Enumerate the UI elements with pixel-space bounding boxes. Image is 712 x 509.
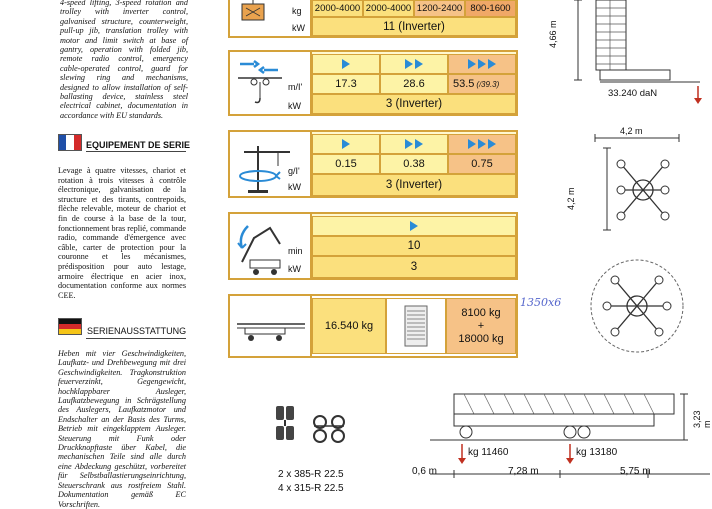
hoist-picture	[230, 0, 312, 36]
trolley-speed-3	[448, 74, 516, 94]
speed-arrow-icon	[488, 59, 496, 69]
hoist-kw-unit: kW	[292, 23, 305, 33]
slewing-speed-unit: g/I'	[288, 166, 300, 176]
slewing-speed-1-arrows	[312, 134, 380, 154]
hoist-speed-4: 800-1600	[465, 0, 516, 17]
slewing-kw-unit: kW	[288, 182, 301, 192]
crane-weight: 16.540 kg	[312, 298, 386, 354]
kg-left-label: kg 11460	[468, 447, 509, 458]
height-466-label: 4,66 m	[548, 20, 558, 48]
dim-575-label: 5,75 m	[620, 466, 651, 477]
erection-minutes: 10	[312, 236, 516, 256]
german-description: Heben mit vier Geschwindigkeiten, Laufkatz- und Drehbewegung mit drei Geschwindigkeiten. Tragkonstruktion feuerverzinkt, Gegengewicht, hochklappbarer Ausleger, Laufkatzbewegung in Schrägstellung des Auslegers, Laufkatzmotor und Endschalter an der Basis des Turms, Betrieb mit eingeklapptem Ausleger. Steuerung mit Funk oder Druckknopftaste über Kabel, die mechanischen Teile sind alle durch eine Abdeckung geschützt, vorbereitet für Selbstballastierungseinrichtung, Steuerschrank aus rostfreiem Stahl. Dokumentation gemäß EC Vorschriften.	[58, 349, 186, 509]
height-42-label: 4,2 m	[566, 187, 576, 210]
wheel-axles-drawing	[268, 404, 358, 454]
speed-arrow-icon	[342, 59, 350, 69]
slewing-speed-3-arrows	[448, 134, 516, 154]
handwritten-note: 1350x6	[520, 296, 562, 309]
english-description: 4-speed lifting, 3-speed rotation and trolley with inverter control, galvanised structure, counterweight, pull-up jib, translation trolley with motor and limit switch at base of gantry, operation with folded jib, remote radio control, emergency cable-operated control, guard for slewing ring and mechanisms, designed to allow installation of self-ballasting device, stainless steel electrical cabinet, documentation in accordance with EU standards.	[60, 0, 188, 120]
height-323-label: 3,23 m	[692, 410, 712, 428]
german-flag-icon	[58, 318, 82, 335]
hoist-kg-unit: kg	[292, 6, 302, 16]
speed-arrow-icon	[488, 139, 496, 149]
erection-speed-arrow	[312, 216, 516, 236]
counterweight	[446, 298, 516, 354]
french-heading-rule	[86, 151, 186, 152]
counterweight-line1: 8100 kg	[461, 306, 501, 319]
dim-728-label: 7,28 m	[508, 466, 539, 477]
french-description: Levage à quatre vitesses, chariot et rotation à trois vitesses à contrôle électronique, galvanisation de la structure et des tirants, contrepoids, flèche relevable, moteur de chariot et fin de course à la base de la tour, fonctionnement bras replié, commande radio, commande d'émergence avec câble, carter de protection pour la couronne et les mécanismes, prédisposition pour auto lestage, armoire électrique en acier inox, documentation conforme aux normes CEE.	[58, 166, 186, 300]
erection-picture	[230, 214, 312, 278]
speed-arrow-icon	[415, 59, 423, 69]
ballast-table	[228, 294, 518, 358]
slewing-power: 3 (Inverter)	[312, 174, 516, 196]
speed-arrow-icon	[410, 221, 418, 231]
counterweight-plus: +	[477, 319, 485, 332]
width-42-label: 4,2 m	[620, 126, 643, 136]
french-heading: EQUIPEMENT DE SERIE	[86, 140, 191, 150]
hoist-load-icon	[238, 0, 272, 26]
speed-arrow-icon	[405, 139, 413, 149]
dim-06-label: 0,6 m	[412, 466, 438, 477]
slewing-picture	[230, 132, 312, 196]
load-dan-label: 33.240 daN	[608, 88, 658, 99]
trolley-speed-1-arrows	[312, 54, 380, 74]
ballast-block-picture	[386, 298, 446, 354]
slewing-speed-2: 0.38	[380, 154, 448, 174]
slewing-crane-icon	[234, 136, 294, 194]
speed-arrow-icon	[468, 59, 476, 69]
folded-crane-picture	[230, 296, 312, 356]
german-heading: SERIENAUSSTATTUNG	[87, 326, 187, 336]
tyres-line-1: 2 x 385-R 22.5	[278, 469, 344, 480]
speed-arrow-icon	[342, 139, 350, 149]
transport-drawing	[430, 380, 710, 480]
trolley-table	[228, 50, 518, 116]
trolley-speed-3-arrows	[448, 54, 516, 74]
kg-right-label: kg 13180	[576, 447, 618, 458]
hoist-power: 11 (Inverter)	[312, 17, 516, 36]
erection-power: 3	[312, 256, 516, 278]
trolley-speed-unit: m/I'	[288, 82, 303, 92]
speed-arrow-icon	[478, 59, 486, 69]
trolley-note: (/39.3)	[476, 79, 500, 89]
erection-min-unit: min	[288, 246, 303, 256]
hoist-speed-3: 1200-2400	[414, 0, 465, 17]
french-flag-icon	[58, 134, 82, 151]
trolley-kw-unit: kW	[288, 101, 301, 111]
trolley-speed-2: 28.6	[380, 74, 448, 94]
slewing-speed-1: 0.15	[312, 154, 380, 174]
trolley-power: 3 (Inverter)	[312, 94, 516, 114]
slewing-speed-3: 0.75	[448, 154, 516, 174]
folded-crane-icon	[235, 314, 307, 344]
speed-arrow-icon	[468, 139, 476, 149]
trolley-picture	[230, 52, 312, 114]
speed-arrow-icon	[415, 139, 423, 149]
slewing-table	[228, 130, 518, 198]
rotation-plan-drawing	[585, 250, 697, 362]
erection-crane-icon	[234, 218, 288, 276]
trolley-speed-2-arrows	[380, 54, 448, 74]
slewing-speed-2-arrows	[380, 134, 448, 154]
hoist-speed-2: 2000-4000	[363, 0, 414, 17]
hoist-speed-1: 2000-4000	[312, 0, 363, 17]
speed-arrow-icon	[478, 139, 486, 149]
trolley-speed-3-value: 53.5	[453, 78, 475, 90]
speed-arrow-icon	[405, 59, 413, 69]
hoist-table	[228, 0, 518, 38]
erection-kw-unit: kW	[288, 264, 301, 274]
base-plan-drawing	[585, 130, 695, 240]
german-heading-rule	[86, 338, 186, 339]
counterweight-line2: 18000 kg	[458, 332, 504, 345]
trolley-icon	[234, 58, 284, 108]
ballast-block-icon	[404, 305, 428, 347]
erection-table	[228, 212, 518, 280]
tyres-line-2: 4 x 315-R 22.5	[278, 483, 344, 494]
trolley-speed-1: 17.3	[312, 74, 380, 94]
